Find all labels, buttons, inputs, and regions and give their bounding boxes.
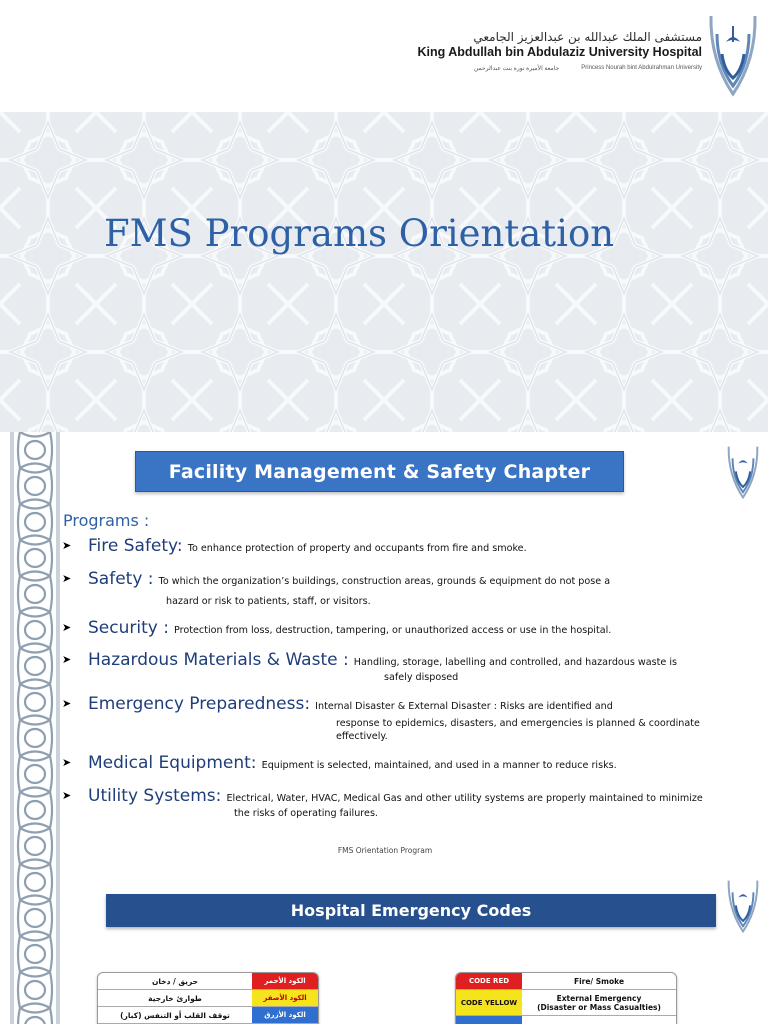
hospital-emblem-icon bbox=[724, 444, 762, 500]
program-title: Medical Equipment: bbox=[88, 753, 257, 773]
program-description: Equipment is selected, maintained, and used in a manner to reduce risks. bbox=[261, 760, 617, 771]
arrow-bullet-icon: ➤ bbox=[62, 621, 72, 634]
program-hazardous-materials bbox=[62, 650, 677, 670]
slide-fms-chapter bbox=[0, 432, 768, 864]
program-title: Fire Safety: bbox=[88, 536, 183, 556]
programs-label: Programs : bbox=[63, 511, 150, 530]
code-description-line: External Emergency bbox=[556, 993, 642, 1003]
program-description: To enhance protection of property and occupants from fire and smoke. bbox=[187, 543, 527, 554]
table-row bbox=[456, 990, 676, 1016]
code-name: الكود الأزرق bbox=[252, 1007, 318, 1023]
presentation-title: FMS Programs Orientation bbox=[104, 212, 615, 255]
code-description: Fire/ Smoke bbox=[573, 976, 625, 986]
slide-title bbox=[0, 0, 768, 432]
slide-footer: FMS Orientation Program bbox=[337, 846, 433, 855]
code-description bbox=[522, 990, 676, 1015]
arrow-bullet-icon: ➤ bbox=[62, 697, 72, 710]
code-description bbox=[522, 1016, 676, 1024]
table-row bbox=[456, 1016, 676, 1024]
geometric-pattern-background bbox=[0, 112, 768, 432]
code-name bbox=[456, 1016, 522, 1024]
program-title: Utility Systems: bbox=[88, 786, 222, 806]
emergency-codes-banner: Hospital Emergency Codes bbox=[106, 894, 716, 927]
program-description-cont: the risks of operating failures. bbox=[234, 808, 378, 819]
logo-english-name: King Abdullah bin Abdulaziz University Hospital bbox=[417, 45, 702, 59]
program-title: Safety : bbox=[88, 569, 154, 589]
table-row bbox=[98, 973, 318, 990]
table-row bbox=[98, 1007, 318, 1024]
arabic-codes-table bbox=[97, 972, 319, 1024]
table-row bbox=[456, 973, 676, 990]
program-description: Electrical, Water, HVAC, Medical Gas and other utility systems are properly maintained to minimize bbox=[226, 793, 703, 804]
code-name: CODE RED bbox=[456, 973, 522, 989]
program-description: Protection from loss, destruction, tampering, or unauthorized access or use in the hospital. bbox=[174, 625, 612, 636]
code-name: الكود الأحمر bbox=[252, 973, 318, 989]
code-name: الكود الأصفر bbox=[252, 990, 318, 1006]
hospital-emblem-icon bbox=[708, 12, 758, 98]
english-codes-table bbox=[455, 972, 677, 1024]
arrow-bullet-icon: ➤ bbox=[62, 572, 72, 585]
code-description: حريق / دخان bbox=[151, 976, 199, 986]
hospital-emblem-icon bbox=[724, 878, 762, 934]
program-description-cont: response to epidemics, disasters, and emergencies is planned & coordinate bbox=[336, 718, 700, 729]
hospital-logo-text bbox=[417, 30, 702, 72]
slide-header bbox=[0, 0, 768, 112]
slide-emergency-codes bbox=[0, 864, 768, 1024]
chapter-banner: Facility Management & Safety Chapter bbox=[135, 451, 624, 492]
program-title: Hazardous Materials & Waste : bbox=[88, 650, 349, 670]
program-title: Security : bbox=[88, 618, 169, 638]
code-description: طوارئ خارجية bbox=[148, 993, 202, 1003]
logo-arabic-name: مستشفى الملك عبدالله بن عبدالعزيز الجامعي bbox=[473, 30, 702, 44]
program-safety bbox=[62, 569, 610, 589]
program-description: Internal Disaster & External Disaster : Risks are identified and bbox=[315, 701, 613, 712]
decorative-side-border bbox=[8, 432, 62, 864]
logo-university-row bbox=[417, 65, 702, 72]
decorative-side-border bbox=[8, 864, 62, 1024]
logo-university-arabic: جامعة الأميرة نورة بنت عبدالرحمن bbox=[473, 66, 560, 72]
arrow-bullet-icon: ➤ bbox=[62, 539, 72, 552]
code-description-line: (Disaster or Mass Casualties) bbox=[537, 1002, 661, 1012]
program-description-cont: safely disposed bbox=[384, 672, 459, 683]
logo-university-english: Princess Nourah bint Abdulrahman University bbox=[581, 65, 702, 71]
arrow-bullet-icon: ➤ bbox=[62, 653, 72, 666]
program-description: Handling, storage, labelling and controlled, and hazardous waste is bbox=[353, 657, 678, 668]
program-medical-equipment bbox=[62, 753, 617, 773]
program-description: To which the organization’s buildings, construction areas, grounds & equipment do not pose a bbox=[158, 576, 611, 587]
program-security bbox=[62, 618, 611, 638]
program-utility-systems bbox=[62, 786, 703, 806]
program-title: Emergency Preparedness: bbox=[88, 694, 311, 714]
table-row bbox=[98, 990, 318, 1007]
program-description-cont: hazard or risk to patients, staff, or visitors. bbox=[166, 596, 371, 607]
code-description: توقف القلب أو التنفس (كبار) bbox=[120, 1010, 230, 1020]
program-emergency-preparedness bbox=[62, 694, 613, 714]
arrow-bullet-icon: ➤ bbox=[62, 789, 72, 802]
program-description-cont: effectively. bbox=[336, 731, 388, 742]
program-fire-safety bbox=[62, 536, 527, 556]
arrow-bullet-icon: ➤ bbox=[62, 756, 72, 769]
code-name: CODE YELLOW bbox=[456, 990, 522, 1015]
